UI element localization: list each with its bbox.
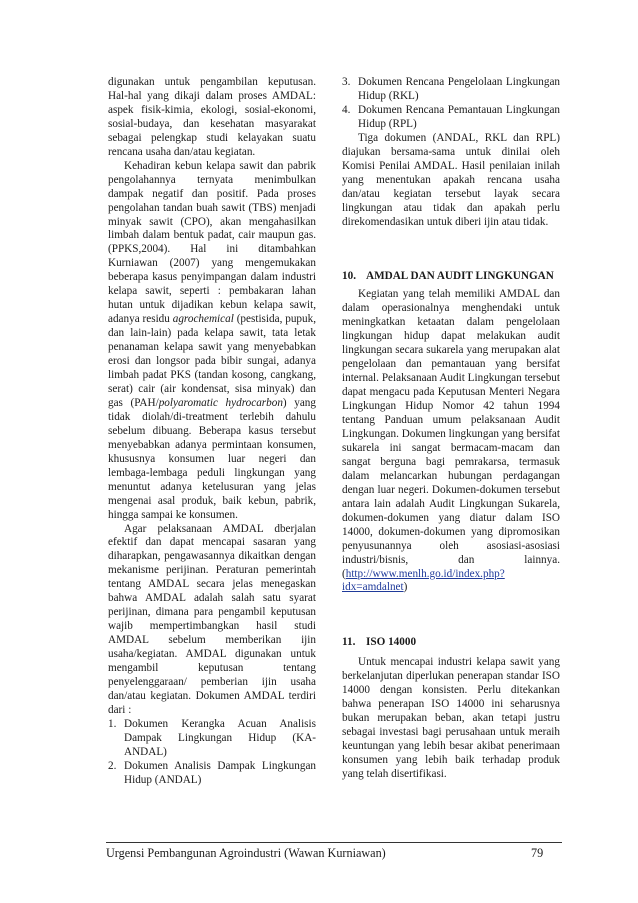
footer-divider [106,842,562,843]
text-run: ) yang tidak diolah/di-treatment terlebih dahulu sebelum dibuang. Beberapa kasus tersebut menyebabkan adanya permintaan konsumen, khususnya konsumen luar negeri dan lembaga-lembaga peduli lingkungan yang menuntut adanya ketelusuran yang jelas mengenai asal produk, baik kebun, pabrik, hingga sampai ke konsumen. [108,396,316,521]
text-run: (pestisida, pupuk, dan lain-lain) pada kelapa sawit, tata letak penanaman kelapa sawit yang menyebabkan erosi dan longsor pada bibir sungai, adanya limbah padat PKS (tandan kosong, cangkang, serat) cair (air kondensat, sisa minyak) dan gas (PAH/ [108,313,316,409]
list-text: Dokumen Analisis Dampak Lingkungan Hidup (ANDAL) [124,759,316,786]
list-number: 4. [342,103,351,116]
paragraph-palm-oil-impact [108,160,316,523]
section-number: 10. [342,270,356,283]
italic-term: polyaromatic hydrocarbon [158,396,283,409]
list-text: Dokumen Rencana Pengelolaan Lingkungan Hidup (RKL) [358,76,560,102]
paragraph-iso-14000: Untuk mencapai industri kelapa sawit yang berkelanjutan diperlukan penerapan standar ISO 14000 dengan konsisten. Perlu ditekankan bahwa penerapan ISO 14000 ini seharusnya bukan merupakan beban, akan tetapi justru sebagai investasi bagi perusahaan untuk meraih keuntungan yang lebih besar akibat penerimaan konsumen yang lebih baik terhadap produk yang telah disertifikasi. [342,656,560,780]
paragraph-amdal-aspects: digunakan untuk pengambilan keputusan. Hal-hal yang dikaji dalam proses AMDAL: aspek fisik-kimia, ekologi, sosial-ekonomi, sosial-budaya, dan kesehatan masyarakat sebagai pelengkap studi kelayakan suatu rencana usaha dan/atau kegiatan. [108,76,316,158]
list-number: 1. [108,717,117,730]
paragraph-audit-lingkungan [342,288,560,595]
section-title: ISO 14000 [366,636,417,649]
list-number: 2. [108,759,117,772]
list-item [342,76,560,104]
left-column [108,76,316,788]
footer-title: Urgensi Pembangunan Agroindustri (Wawan Kurniawan) [106,846,386,860]
section-number: 11. [342,636,356,649]
paragraph-three-documents: Tiga dokumen (ANDAL, RKL dan RPL) diajukan bersama-sama untuk dinilai oleh Komisi Penilai AMDAL. Hasil penilaian inilah yang menentukan apakah rencana usaha dan/atau kegiatan tersebut layak secara lingkungan atau tidak dan apakah perlu direkomendasikan untuk diberi ijin atau tidak. [342,131,560,228]
list-text: Dokumen Rencana Pemantauan Lingkungan Hidup (RPL) [358,103,560,130]
list-number: 3. [342,76,351,88]
section-heading-11 [342,636,560,650]
right-column [342,76,560,782]
text-run: Kegiatan yang telah memiliki AMDAL dan dalam operasionalnya menghendaki untuk meningkatkan ketaatan dalam pengelolaan lingkungan hidup dapat melakukan audit lingkungan secara sukarela yang merupakan alat pengelolaan dan pemantauan yang bersifat internal. Pelaksanaan Audit Lingkungan tersebut dapat mengacu pada Keputusan Menteri Negara Lingkungan Hidup Nomor 42 tahun 1994 tentang Panduan umum pelaksanaan Audit Lingkungan. Dokumen lingkungan yang bersifat sukarela ini sangat bermacam-macam dan sangat berguna bagi pemrakarsa, termasuk dalam melancarkan hubungan perdagangan dengan luar negeri. Dokumen-dokumen tersebut antara lain adalah Audit Lingkungan Sukarela, dokumen-dokumen yang diatur dalam ISO 14000, dokumen-dokumen yang dipromosikan penyusunannya oleh asosiasi-asosiasi industri/bisnis, dan lainnya.( [342,288,560,580]
amdal-document-list-continued [342,76,560,132]
section-heading-10 [342,270,560,284]
list-item [108,760,316,788]
amdal-document-list [108,718,316,788]
list-text: Dokumen Kerangka Acuan Analisis Dampak Lingkungan Hidup (KA-ANDAL) [124,717,316,758]
menlh-link[interactable]: http://www.menlh.go.id/index.php?idx=amdalnet [342,567,505,594]
text-run: ) [403,581,408,594]
italic-term: agrochemical [172,313,234,326]
section-title: AMDAL DAN AUDIT LINGKUNGAN [366,270,554,283]
list-item [108,718,316,760]
page-number: 79 [531,846,544,860]
paragraph-amdal-permits: Agar pelaksanaan AMDAL dberjalan efektif dan dapat mencapai sasaran yang diharapkan, pengawasannya dikaitkan dengan mekanisme perijinan. Peraturan pemerintah tentang AMDAL secara jelas menegaskan bahwa AMDAL adalah salah satu syarat perijinan, dimana para pengambil keputusan wajib mempertimbangkan hasil studi AMDAL sebelum memberikan ijin usaha/kegiatan. AMDAL digunakan untuk mengambil keputusan tentang penyelenggaraan/ pemberian ijin usaha dan/atau kegiatan. Dokumen AMDAL terdiri dari : [108,522,316,716]
list-item [342,104,560,132]
text-run: Kehadiran kebun kelapa sawit dan pabrik pengolahannya ternyata menimbulkan dampak negatif dan positif. Pada proses pengolahan tandan buah sawit (TBS) menjadi minyak sawit (CPO), akan mengahasilkan limbah dalam bentuk padat, cair maupun gas. (PPKS,2004). Hal ini ditambahkan Kurniawan (2007) yang mengemukakan beberapa kasus penyimpangan dalam industri kelapa sawit, seperti : pembakaran lahan hutan untuk dijadikan kebun kelapa sawit, adanya residu [108,159,316,326]
